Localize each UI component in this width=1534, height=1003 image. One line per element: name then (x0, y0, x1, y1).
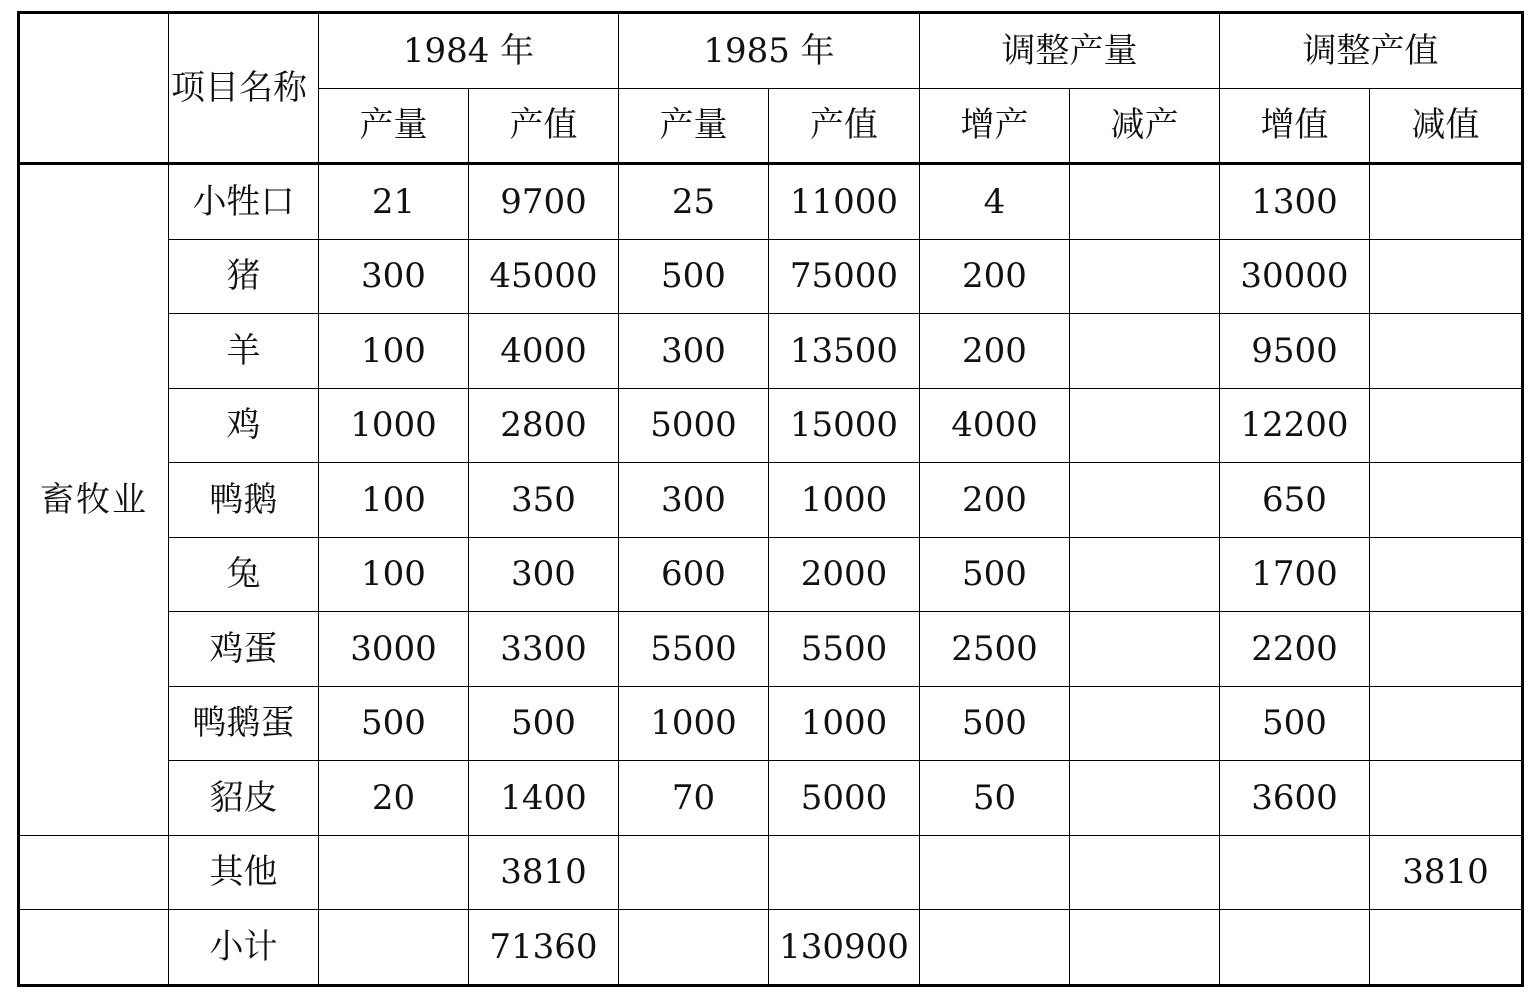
table-cell: 1000 (769, 686, 920, 761)
table-row (19, 239, 1523, 314)
subheader-1985-value: 产值 (769, 88, 920, 164)
table-cell: 45000 (469, 239, 619, 314)
table-cell: 500 (920, 686, 1070, 761)
row-name-cell: 鸭鹅 (169, 463, 319, 538)
subheader-decrease-value: 减值 (1370, 88, 1523, 164)
table-cell: 4 (920, 164, 1070, 240)
table-cell: 5500 (769, 612, 920, 687)
table-cell: 350 (469, 463, 619, 538)
table-cell: 3810 (1370, 835, 1523, 910)
table-cell (619, 910, 769, 986)
table-cell (1370, 761, 1523, 836)
table-cell: 650 (1220, 463, 1370, 538)
table-cell (1070, 164, 1220, 240)
table-cell: 2500 (920, 612, 1070, 687)
table-cell: 2200 (1220, 612, 1370, 687)
table-cell (1070, 612, 1220, 687)
livestock-table (17, 11, 1524, 987)
table-cell (769, 835, 920, 910)
table-container (17, 11, 1524, 987)
table-cell (1370, 910, 1523, 986)
table-cell: 100 (319, 314, 469, 389)
table-cell: 3300 (469, 612, 619, 687)
table-cell (1370, 239, 1523, 314)
subtotal-row (19, 910, 1523, 986)
table-row (19, 314, 1523, 389)
group-header-1985: 1985 年 (619, 13, 920, 89)
table-cell (1370, 612, 1523, 687)
table-cell (1220, 835, 1370, 910)
table-cell: 1700 (1220, 537, 1370, 612)
group-header-1984: 1984 年 (319, 13, 619, 89)
subheader-1985-output: 产量 (619, 88, 769, 164)
table-cell: 500 (1220, 686, 1370, 761)
empty-industry-cell (19, 835, 169, 910)
table-cell (1070, 463, 1220, 538)
other-row (19, 835, 1523, 910)
row-name-cell: 小牲口 (169, 164, 319, 240)
table-cell: 75000 (769, 239, 920, 314)
table-cell: 3600 (1220, 761, 1370, 836)
table-cell (1370, 388, 1523, 463)
table-cell: 500 (469, 686, 619, 761)
row-name-cell: 鸭鹅蛋 (169, 686, 319, 761)
table-cell: 500 (619, 239, 769, 314)
row-name-cell: 猪 (169, 239, 319, 314)
header-row-groups (19, 13, 1523, 89)
corner-cell (19, 13, 169, 164)
table-cell (1070, 761, 1220, 836)
table-cell: 1000 (319, 388, 469, 463)
subheader-increase-value: 增值 (1220, 88, 1370, 164)
table-cell (1370, 164, 1523, 240)
subheader-increase-output: 增产 (920, 88, 1070, 164)
row-name-cell: 兔 (169, 537, 319, 612)
table-cell (1070, 835, 1220, 910)
table-cell (1070, 537, 1220, 612)
table-cell: 600 (619, 537, 769, 612)
table-cell: 9500 (1220, 314, 1370, 389)
industry-label-cell: 畜牧业 (19, 164, 169, 836)
table-cell: 3810 (469, 835, 619, 910)
table-cell: 200 (920, 463, 1070, 538)
table-cell (1370, 686, 1523, 761)
table-cell: 11000 (769, 164, 920, 240)
table-cell: 500 (319, 686, 469, 761)
subheader-1984-output: 产量 (319, 88, 469, 164)
table-cell (1070, 910, 1220, 986)
table-cell: 2000 (769, 537, 920, 612)
row-name-cell: 鸡蛋 (169, 612, 319, 687)
table-cell: 9700 (469, 164, 619, 240)
table-cell: 1300 (1220, 164, 1370, 240)
table-cell: 1000 (769, 463, 920, 538)
table-cell (1070, 388, 1220, 463)
table-row (19, 761, 1523, 836)
row-name-cell: 其他 (169, 835, 319, 910)
item-name-header: 项目名称 (169, 13, 319, 164)
table-cell: 300 (469, 537, 619, 612)
table-row (19, 388, 1523, 463)
table-cell: 1000 (619, 686, 769, 761)
table-cell: 21 (319, 164, 469, 240)
table-cell: 13500 (769, 314, 920, 389)
table-cell (920, 835, 1070, 910)
row-name-cell: 小计 (169, 910, 319, 986)
table-cell: 4000 (920, 388, 1070, 463)
table-row (19, 612, 1523, 687)
table-row (19, 164, 1523, 240)
table-cell: 4000 (469, 314, 619, 389)
table-cell: 5500 (619, 612, 769, 687)
table-row (19, 537, 1523, 612)
row-name-cell: 貂皮 (169, 761, 319, 836)
table-cell: 50 (920, 761, 1070, 836)
subheader-1984-value: 产值 (469, 88, 619, 164)
group-header-adjust-output: 调整产量 (920, 13, 1220, 89)
table-cell: 100 (319, 463, 469, 538)
table-cell: 500 (920, 537, 1070, 612)
table-cell: 25 (619, 164, 769, 240)
table-cell (619, 835, 769, 910)
table-cell: 100 (319, 537, 469, 612)
table-cell (1220, 910, 1370, 986)
subheader-decrease-output: 减产 (1070, 88, 1220, 164)
table-cell: 70 (619, 761, 769, 836)
row-name-cell: 羊 (169, 314, 319, 389)
table-row (19, 463, 1523, 538)
table-cell: 3000 (319, 612, 469, 687)
table-cell: 5000 (619, 388, 769, 463)
table-cell: 300 (619, 314, 769, 389)
table-cell (319, 910, 469, 986)
table-cell: 30000 (1220, 239, 1370, 314)
table-cell (1370, 463, 1523, 538)
table-cell: 2800 (469, 388, 619, 463)
table-cell (920, 910, 1070, 986)
table-cell: 12200 (1220, 388, 1370, 463)
table-cell: 300 (319, 239, 469, 314)
table-cell: 5000 (769, 761, 920, 836)
table-cell: 200 (920, 314, 1070, 389)
table-cell: 71360 (469, 910, 619, 986)
group-header-adjust-value: 调整产值 (1220, 13, 1523, 89)
table-cell: 15000 (769, 388, 920, 463)
table-cell (1370, 314, 1523, 389)
table-cell (1070, 239, 1220, 314)
table-cell: 1400 (469, 761, 619, 836)
row-name-cell: 鸡 (169, 388, 319, 463)
table-row (19, 686, 1523, 761)
table-cell: 200 (920, 239, 1070, 314)
table-cell: 300 (619, 463, 769, 538)
table-cell (1070, 314, 1220, 389)
table-cell (1070, 686, 1220, 761)
table-cell (319, 835, 469, 910)
table-cell (1370, 537, 1523, 612)
empty-industry-cell (19, 910, 169, 986)
table-cell: 130900 (769, 910, 920, 986)
table-cell: 20 (319, 761, 469, 836)
